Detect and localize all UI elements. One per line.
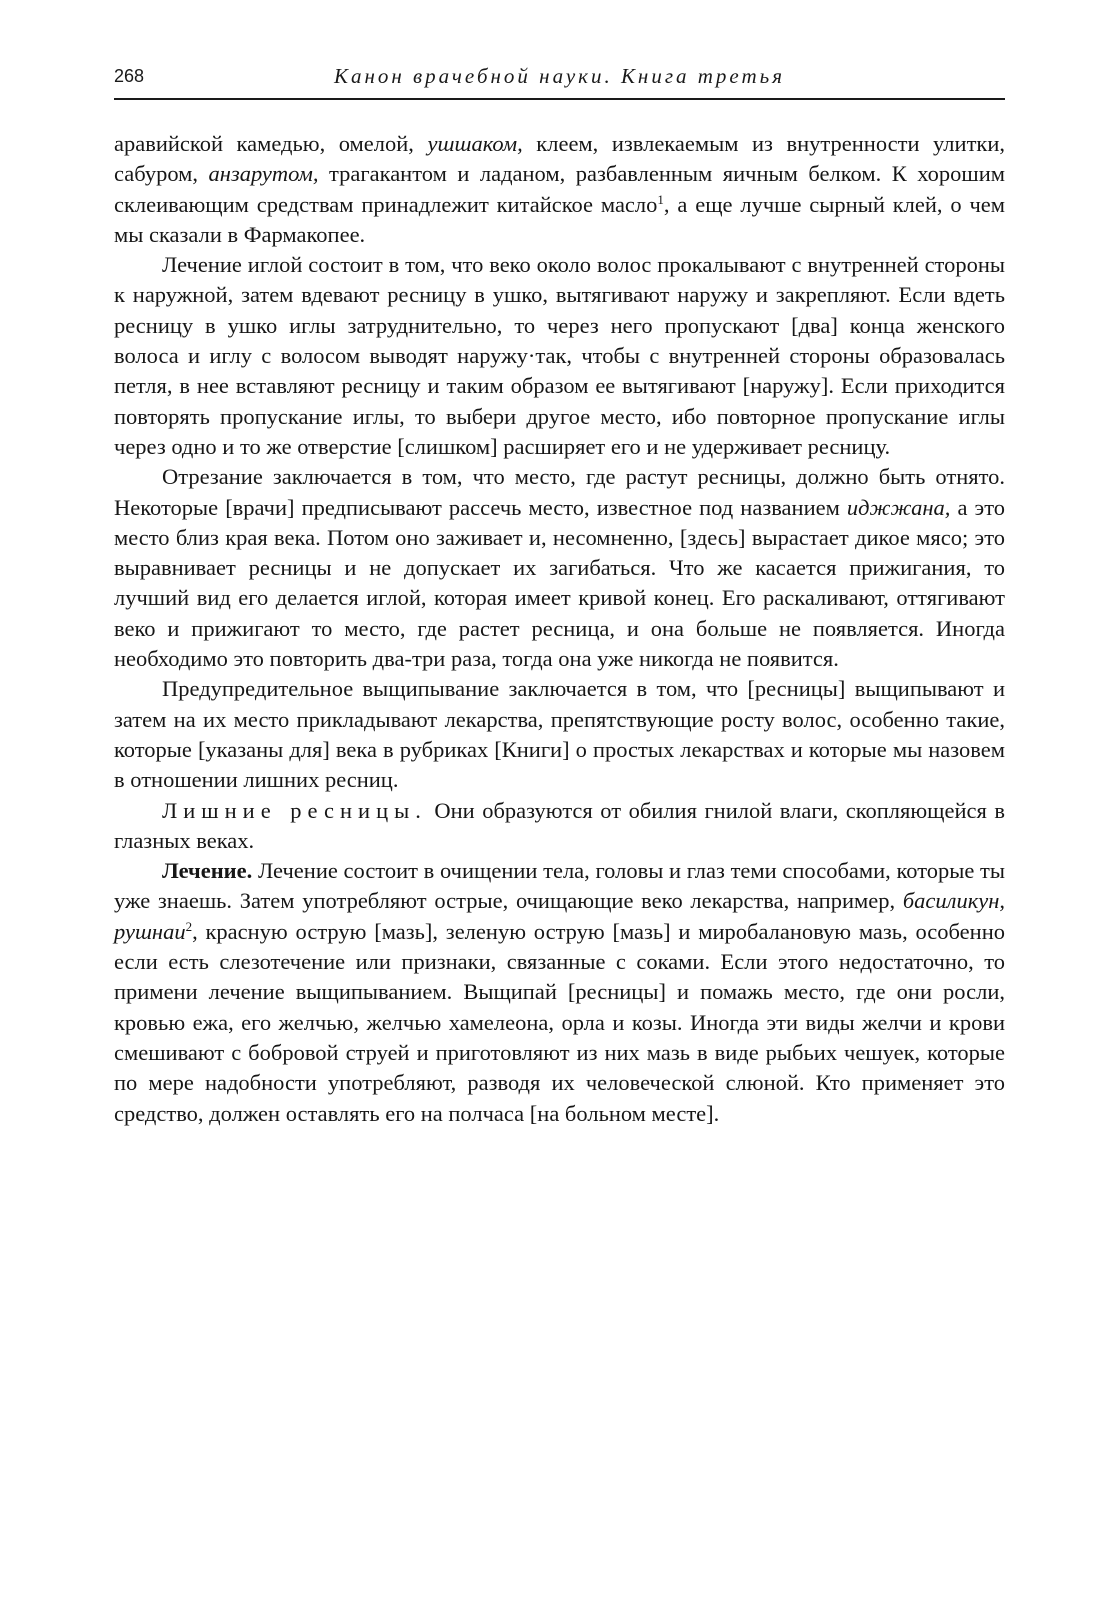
paragraph-continuation [114, 129, 1005, 250]
bold-lead: Лечение. [162, 858, 253, 884]
text-run: Предупредительное выщипывание заключается в том, что [ресницы] выщипывают и затем на их место прикладывают лекарства, препятствующие росту волос, особенно такие, которые [указаны для] века в рубриках [Книги] о простых лекарствах и которые мы назовем в отношении лишних ресниц. [114, 676, 1005, 793]
paragraph-extra-eyelashes [114, 796, 1005, 857]
italic-term: анзарутом, [208, 161, 319, 187]
text-run: , красную острую [мазь], зеленую острую [мазь] и миробалановую мазь, особенно если есть слезотечение или признаки, связанные с соками. Если этого недостаточно, то примени лечение выщипыванием. Выщипай [ресницы] и помажь место, где они росли, кровью ежа, его желчью, желчью хамелеона, орла и козы. Иногда эти виды желчи и крови смешивают с бобровой струей и приготовляют из них мазь в виде рыбьих чешуек, которые по мере надобности употребляют, разводя их человеческой слюной. Кто применяет это средство, должен оставлять его на полчаса [на больном месте]. [114, 918, 1005, 1126]
footnote-marker: 1 [657, 191, 664, 207]
text-run: Отрезание заключается в том, что место, где растут ресницы, должно быть отнято. Некоторые [врачи] предписывают рассечь место, известное под названием [114, 464, 1005, 520]
text-run: аравийской камедью, омелой, [114, 131, 428, 156]
text-run: Лечение иглой состоит в том, что веко около волос прокалывают с внутренней стороны к наружной, затем вдевают ресницу в ушко, вытягивают наружу и закрепляют. Если вдеть ресницу в ушко иглы затруднительно, то через него пропускают [два] конца женского волоса и иглу с волосом выводят наружу·так, чтобы с внутренней стороны образовалась петля, в нее вставляют ресницу и таким образом ее вытягивают [наружу]. Если приходится повторять пропускание иглы, то выбери другое место, ибо повторное пропускание иглы через одно и то же отверстие [слишком] расширяет его и не удерживает ресницу. [114, 252, 1005, 459]
text-run: клеем, извлекаемым из внутренности улитки, сабуром, [114, 131, 1005, 187]
italic-term: басиликун, рушнаи [114, 888, 1005, 944]
text-run: , а еще лучше сырный клей, о чем мы сказали в Фармакопее. [114, 191, 1005, 247]
text-run: а это место близ края века. Потом оно заживает и, несомненно, [здесь] вырастает дикое мясо; это выравнивает ресницы и не допускает их загибаться. Что же касается прижигания, то лучший вид его делается иглой, которая имеет кривой конец. Его раскаливают, оттягивают веко и прижигают то место, где растет ресница, и она больше не появляется. Иногда необходимо это повторить два-три раза, тогда она уже никогда не появится. [114, 494, 1005, 672]
paragraph-preventive-plucking [114, 674, 1005, 795]
text-run: Они образуются от обилия гнилой влаги, скопляющейся в глазных веках. [114, 797, 1006, 853]
body-text [114, 129, 1005, 1129]
text-run: Лечение состоит в очищении тела, головы и глаз теми способами, которые ты уже знаешь. Затем употребляют острые, очищающие веко лекарства, например, [114, 858, 1005, 914]
italic-term: ушшаком, [427, 131, 523, 156]
paragraph-needle-treatment [114, 250, 1005, 462]
running-title: Канон врачебной науки. Книга третья [334, 64, 785, 88]
running-header [114, 64, 1005, 100]
paragraph-excision [114, 462, 1005, 674]
text-run: трагакантом и ладаном, разбавленным яичным белком. К хорошим склеивающим средствам принадлежит китайское масло [114, 161, 1005, 217]
footnote-marker: 2 [185, 918, 193, 934]
italic-term: иджжана, [846, 494, 951, 520]
section-heading: Лишние ресницы. [162, 797, 427, 823]
paragraph-treatment [114, 856, 1005, 1129]
page-number: 268 [114, 66, 145, 86]
